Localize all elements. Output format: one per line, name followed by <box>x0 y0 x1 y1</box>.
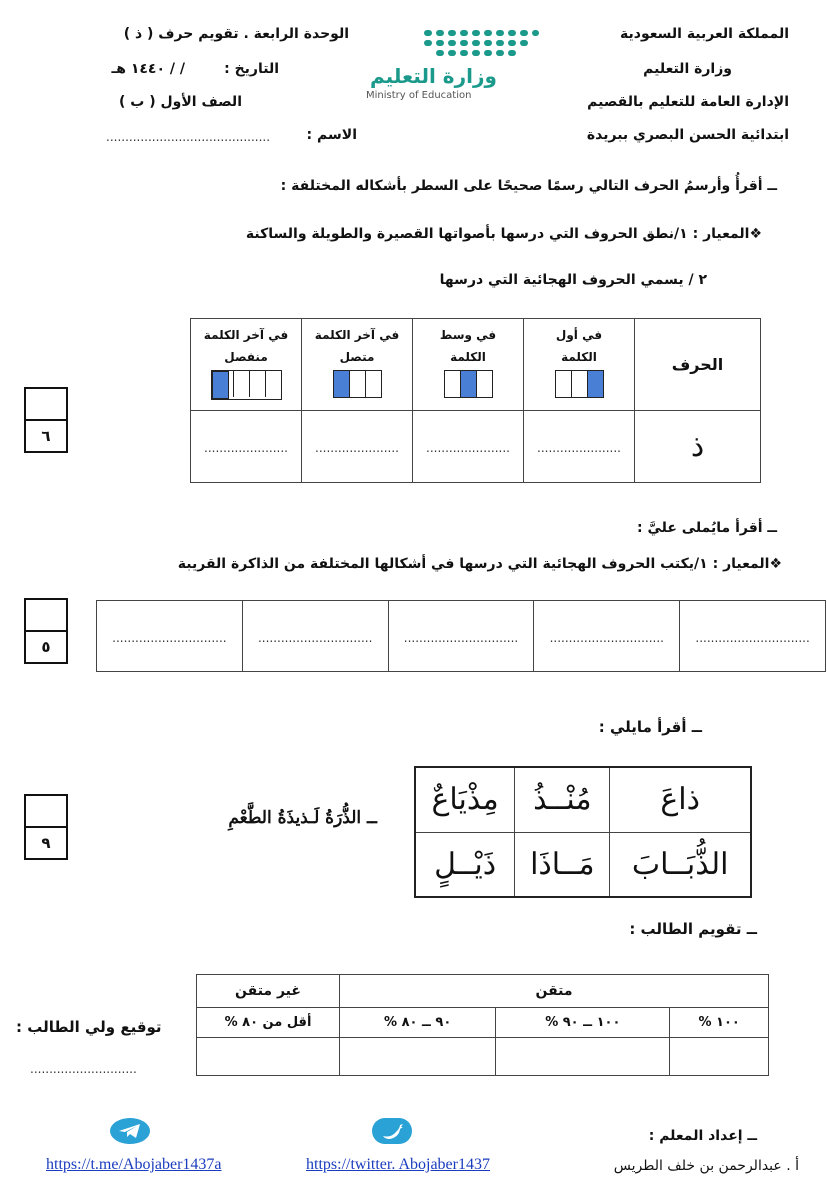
answer-middle[interactable] <box>413 411 524 483</box>
dictation-line: .............................. <box>695 630 810 645</box>
score-box-2 <box>24 598 68 664</box>
word-cell: مَــاذَا <box>515 832 610 897</box>
col-letter-header <box>635 319 761 411</box>
col-end-separate <box>191 319 302 411</box>
letter-cell <box>635 411 761 483</box>
score-value-1: ٦ <box>26 419 66 451</box>
answer-line: ...................... <box>315 441 399 455</box>
col-letter-label: الحرف <box>671 355 724 374</box>
range-cell: أقل من ٨٠ % <box>197 1008 340 1038</box>
score-box-empty <box>26 600 66 630</box>
range-cell: ٩٠ ــ ٨٠ % <box>340 1008 496 1038</box>
logo-subtext: Ministry of Education <box>366 90 472 101</box>
guardian-signature-line: ............................ <box>30 1062 137 1076</box>
dictation-cell[interactable] <box>97 601 243 672</box>
answer-end-separate[interactable] <box>191 411 302 483</box>
range-cell: ١٠٠ ــ ٩٠ % <box>496 1008 670 1038</box>
word-cell: ذَيْــلٍ <box>415 832 515 897</box>
col-end-connected <box>302 319 413 411</box>
answer-line: ...................... <box>426 441 510 455</box>
dictation-line: .............................. <box>403 630 519 645</box>
dictation-cell[interactable] <box>388 601 534 672</box>
logo-dots-icon <box>360 26 540 62</box>
word-cell: الذُّبَــابَ <box>610 832 751 897</box>
word-cell: مِذْيَاعٌ <box>415 767 515 832</box>
evaluation-mark-cell[interactable] <box>670 1038 769 1076</box>
letter-forms-table <box>190 318 761 483</box>
score-value-2: ٥ <box>26 630 66 662</box>
header-ministry: وزارة التعليم <box>643 61 732 77</box>
col-start <box>524 319 635 411</box>
date-value: / / ١٤٤٠ هـ <box>111 61 185 77</box>
evaluation-mark-cell[interactable] <box>197 1038 340 1076</box>
prepared-label: ــ إعداد المعلم : <box>648 1128 757 1144</box>
score-box-1 <box>24 387 68 453</box>
word-cell: ذاعَ <box>610 767 751 832</box>
dictation-line: .............................. <box>257 630 373 645</box>
twitter-link[interactable]: https://twitter. Abojaber1437 <box>306 1156 490 1173</box>
ministry-logo <box>360 26 540 106</box>
range-cell: ١٠٠ % <box>670 1008 769 1038</box>
section1-criterion1: ❖المعيار : ١/نطق الحروف التي درسها بأصواتها القصيرة والطويلة والساكنة <box>245 226 762 242</box>
score-box-3 <box>24 794 68 860</box>
dictation-cell[interactable] <box>242 601 388 672</box>
col-start-label: في أول الكلمة <box>555 328 603 364</box>
evaluation-title: ــ تقويم الطالب : <box>629 920 757 938</box>
position-cells-middle <box>444 370 493 398</box>
col-middle <box>413 319 524 411</box>
not-mastered-header: غير متقن <box>197 975 340 1008</box>
score-box-empty <box>26 796 66 826</box>
header-directorate: الإدارة العامة للتعليم بالقصيم <box>587 94 789 110</box>
position-cells-end-connected <box>333 370 382 398</box>
score-box-empty <box>26 389 66 419</box>
section2-instruction: ــ أقرأ مايُملى عليَّ : <box>636 520 777 536</box>
dictation-table <box>96 600 826 672</box>
evaluation-mark-cell[interactable] <box>496 1038 670 1076</box>
answer-end-connected[interactable] <box>302 411 413 483</box>
evaluation-mark-cell[interactable] <box>340 1038 496 1076</box>
name-line: ........................................... <box>106 130 271 144</box>
telegram-icon[interactable] <box>110 1118 150 1144</box>
section1-instruction: ــ أقرأُ وأرسمُ الحرف التالي رسمًا صحيحًا على السطر بأشكاله المختلفة : <box>280 178 777 194</box>
unit-title: الوحدة الرابعة . تقويم حرف ( ذ ) <box>123 26 349 42</box>
col-end-separate-label: في آخر الكلمة منفصل <box>203 328 289 364</box>
dictation-line: .............................. <box>112 630 227 645</box>
answer-start[interactable] <box>524 411 635 483</box>
col-middle-label: في وسط الكلمة <box>439 328 497 364</box>
guardian-signature-label: توقيع ولي الطالب : <box>16 1018 162 1036</box>
reading-sentence: ــ الذُّرَةُ لَـذيذَةُ الطَّعْمِ <box>228 808 377 828</box>
dictation-cell[interactable] <box>680 601 826 672</box>
reading-words-table <box>414 766 752 898</box>
telegram-link[interactable]: https://t.me/Abojaber1437a <box>46 1156 222 1173</box>
header-country: المملكة العربية السعودية <box>620 26 789 42</box>
answer-line: ...................... <box>537 441 621 455</box>
mastered-header: متقن <box>340 975 769 1008</box>
grade-label: الصف الأول ( ب ) <box>119 94 242 110</box>
letter: ذ <box>690 429 705 464</box>
word-cell: مُنْــذُ <box>515 767 610 832</box>
section3-instruction: ــ أقرأ مايلي : <box>598 718 702 736</box>
header-school: ابتدائية الحسن البصري ببريدة <box>586 127 789 143</box>
score-value-3: ٩ <box>26 826 66 858</box>
twitter-icon[interactable] <box>372 1118 412 1144</box>
teacher-name: أ . عبدالرحمن بن خلف الطريس <box>613 1158 799 1174</box>
evaluation-table <box>196 974 769 1076</box>
dictation-line: .............................. <box>549 630 664 645</box>
dictation-cell[interactable] <box>534 601 680 672</box>
name-label: الاسم : <box>306 127 357 143</box>
answer-line: ...................... <box>204 441 288 455</box>
date-label: التاريخ : <box>224 61 279 77</box>
section1-criterion2: ٢ / يسمي الحروف الهجائية التي درسها <box>439 272 707 288</box>
section2-criterion: ❖المعيار : ١/يكتب الحروف الهجائية التي درسها في أشكالها المختلفة من الذاكرة القريبة <box>177 556 782 572</box>
position-cells-end-separate <box>211 370 282 400</box>
col-end-connected-label: في آخر الكلمة متصل <box>314 328 400 364</box>
logo-text: وزارة التعليم <box>370 64 497 88</box>
position-cells-start <box>555 370 604 398</box>
